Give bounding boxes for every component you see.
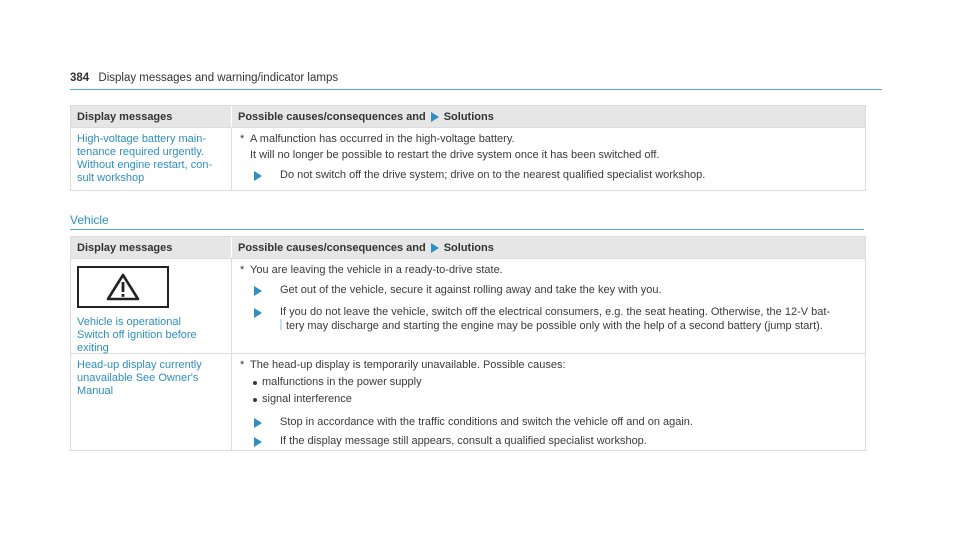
display-message-text: High-voltage battery main- tenance required urgently. Without engine restart, con- sult workshop — [77, 133, 213, 184]
solution-text: If you do not leave the vehicle, switch off the electrical consumers, e.g. the seat heating. Otherwise, the 12-V bat- — [280, 306, 831, 318]
display-messages-table-1 — [70, 105, 866, 191]
cause-line — [238, 149, 859, 162]
cause-text: It will no longer be possible to restart the drive system once it has been switched off. — [250, 149, 660, 161]
column-header-causes-label: Possible causes/consequences and — [238, 110, 426, 123]
cause-text: The head-up display is temporarily unavailable. Possible causes: — [250, 359, 566, 371]
solution-text-continued — [280, 319, 859, 333]
star-marker: * — [240, 133, 245, 145]
solution-text: Do not switch off the drive system; drive on to the nearest qualified specialist workshop. — [280, 169, 706, 181]
solution-text: Get out of the vehicle, secure it against rolling away and take the key with you. — [280, 284, 662, 296]
star-marker: * — [240, 264, 245, 276]
arrow-right-icon — [254, 171, 262, 181]
header-rule — [70, 89, 882, 90]
table-row — [71, 127, 865, 190]
table-header-row — [71, 106, 865, 127]
cause-line — [238, 359, 859, 372]
list-item-text: malfunctions in the power supply — [262, 376, 422, 388]
arrow-right-icon — [254, 308, 262, 318]
section-title: Vehicle — [70, 213, 109, 227]
solution-step — [238, 284, 859, 297]
highlight-marker — [280, 319, 282, 330]
list-item — [238, 376, 859, 389]
cause-line — [238, 264, 859, 277]
arrow-right-icon — [254, 437, 262, 447]
arrow-right-icon — [254, 286, 262, 296]
solution-step — [238, 435, 859, 448]
list-item-text: signal interference — [262, 393, 352, 405]
arrow-right-icon — [431, 243, 439, 253]
solution-step — [238, 169, 859, 182]
solution-step — [238, 306, 859, 333]
causes-solutions-cell — [231, 128, 865, 190]
solution-text: Stop in accordance with the traffic conditions and switch the vehicle off and on again. — [280, 416, 693, 428]
bullet-icon — [253, 381, 257, 385]
causes-solutions-cell — [231, 354, 865, 450]
arrow-right-icon — [254, 418, 262, 428]
display-message-cell — [71, 259, 231, 353]
page-header-title: Display messages and warning/indicator lamps — [98, 72, 339, 84]
column-header-display-messages: Display messages — [77, 241, 173, 254]
cause-text: A malfunction has occurred in the high-voltage battery. — [250, 133, 515, 145]
solution-step — [238, 416, 859, 429]
warning-triangle-icon — [77, 266, 169, 308]
column-header-solutions-label: Solutions — [443, 241, 494, 254]
arrow-right-icon — [431, 112, 439, 122]
causes-solutions-cell — [231, 259, 865, 353]
table-row — [71, 353, 865, 450]
cause-line — [238, 133, 859, 146]
cause-text: You are leaving the vehicle in a ready-to-drive state. — [250, 264, 503, 276]
column-header-causes-label: Possible causes/consequences and — [238, 241, 426, 254]
list-item — [238, 393, 859, 406]
column-header-causes-solutions — [231, 106, 865, 127]
solution-text: tery may discharge and starting the engine may be possible only with the help of a second battery (jump start). — [286, 320, 823, 332]
display-message-text: Vehicle is operational Switch off ignition before exiting — [77, 316, 197, 354]
display-message-text: Head-up display currently unavailable See Owner's Manual — [77, 359, 202, 397]
section-rule — [70, 229, 864, 230]
column-header-display-messages: Display messages — [77, 110, 173, 123]
bullet-icon — [253, 398, 257, 402]
display-messages-table-2 — [70, 236, 866, 451]
column-header-causes-solutions — [231, 237, 865, 258]
column-header-solutions-label: Solutions — [443, 110, 494, 123]
star-marker: * — [240, 359, 245, 371]
page-number: 384 — [70, 72, 90, 84]
solution-text: If the display message still appears, consult a qualified specialist workshop. — [280, 435, 647, 447]
table-row — [71, 258, 865, 353]
page-header — [70, 72, 338, 84]
table-header-row — [71, 237, 865, 258]
